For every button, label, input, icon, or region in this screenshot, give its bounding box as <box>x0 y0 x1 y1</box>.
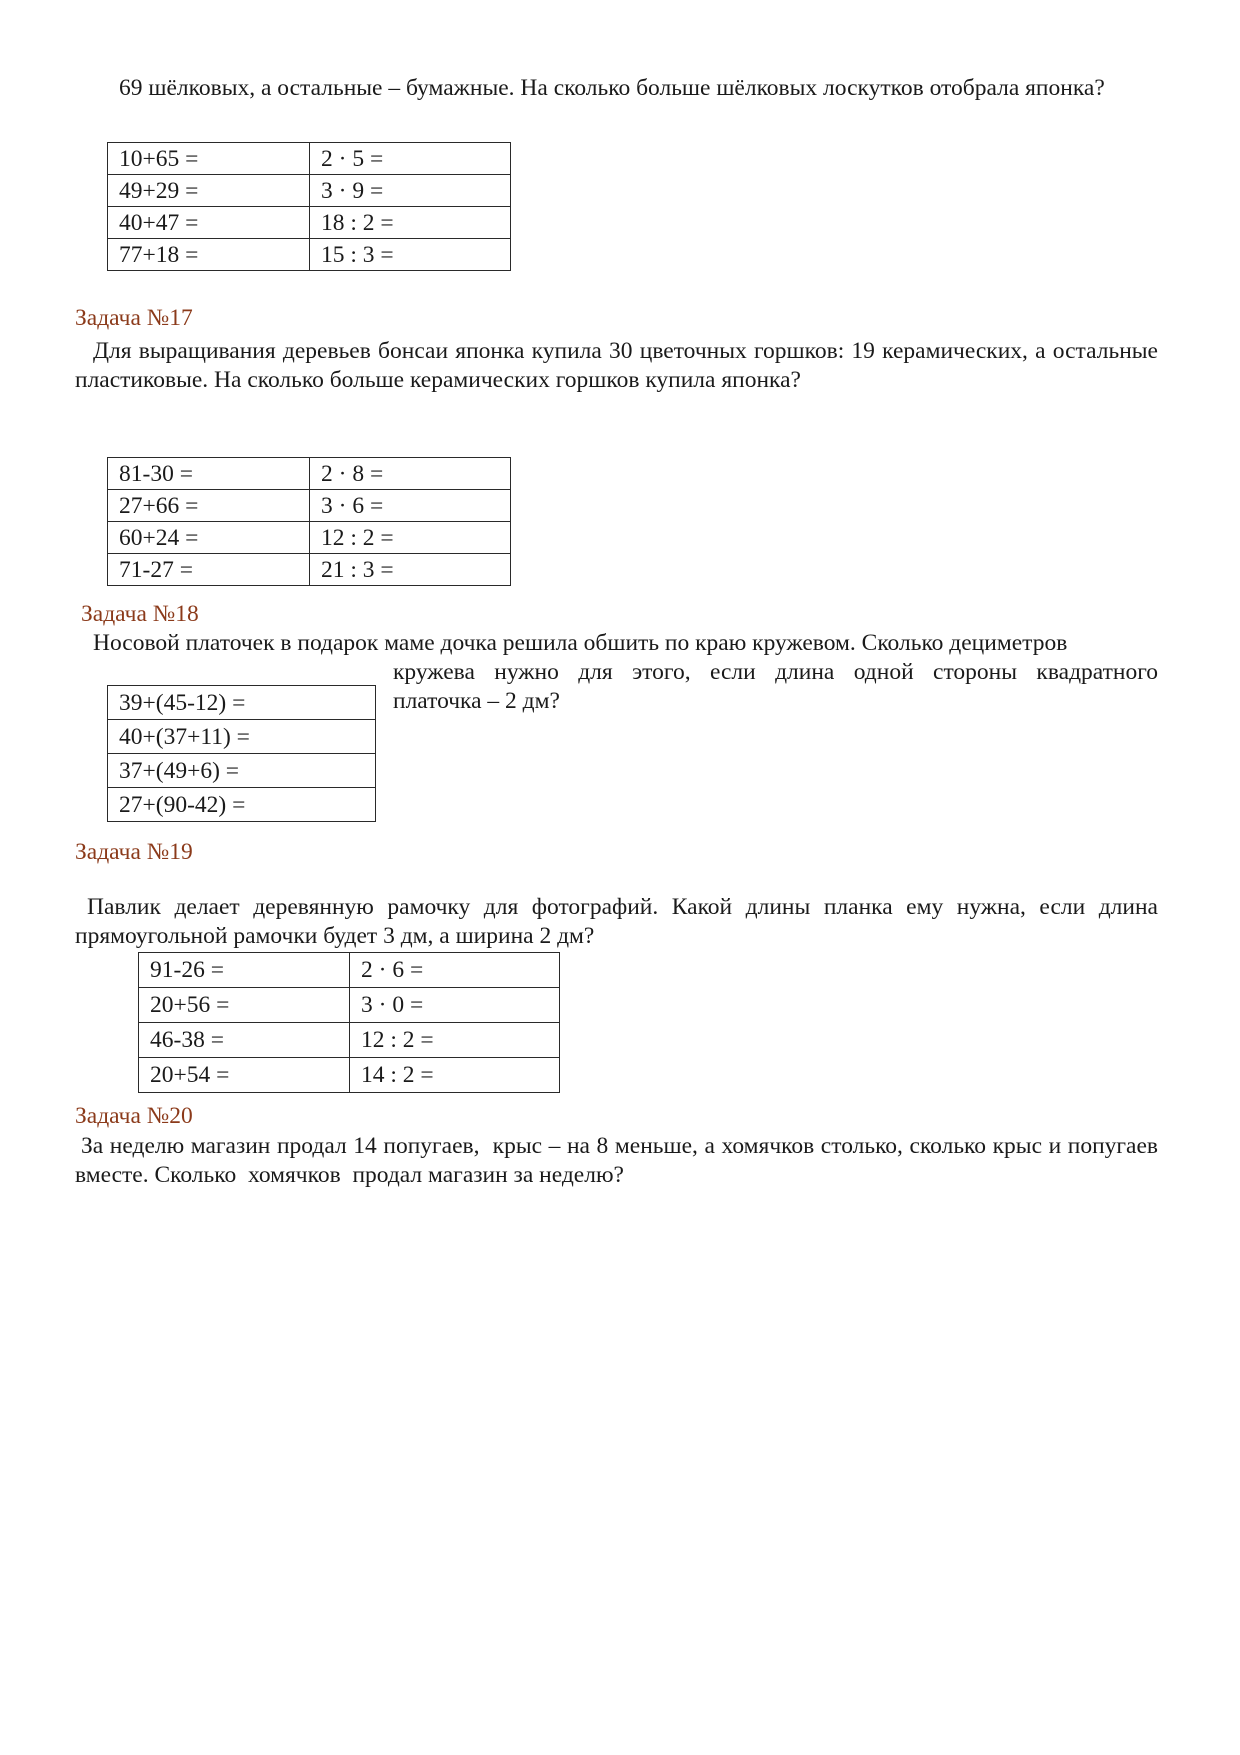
table-cell: 15 : 3 = <box>310 239 511 271</box>
table-cell: 3 · 0 = <box>350 988 560 1023</box>
table-cell: 27+(90-42) = <box>108 788 376 822</box>
table-cell: 20+56 = <box>139 988 350 1023</box>
table-cell: 77+18 = <box>108 239 310 271</box>
table-row <box>139 1023 560 1058</box>
table-cell: 37+(49+6) = <box>108 754 376 788</box>
table-row <box>139 988 560 1023</box>
table-cell: 12 : 2 = <box>350 1023 560 1058</box>
task-20-text: За неделю магазин продал 14 попугаев, крыс – на 8 меньше, а хомячков столько, сколько крыс и попугаев вместе. Сколько хомячков продал магазин за неделю? <box>75 1133 1164 1188</box>
table-cell: 2 · 8 = <box>310 458 511 490</box>
table-cell: 3 · 9 = <box>310 175 511 207</box>
table-cell: 2 · 6 = <box>350 953 560 988</box>
task-18-line-2: кружева нужно для этого, если длина одной стороны квадратного <box>393 659 1158 685</box>
table-cell: 49+29 = <box>108 175 310 207</box>
task-17-heading: Задача №17 <box>75 305 193 331</box>
table-cell: 27+66 = <box>108 490 310 522</box>
table-row <box>108 175 511 207</box>
table-row <box>108 686 376 720</box>
table-cell: 40+(37+11) = <box>108 720 376 754</box>
table-cell: 91-26 = <box>139 953 350 988</box>
task-17-text: Для выращивания деревьев бонсаи японка купила 30 цветочных горшков: 19 керамических, а остальные пластиковые. На сколько больше керамических горшков купила японка? <box>75 338 1158 393</box>
table-row <box>108 490 511 522</box>
table-row <box>139 1058 560 1093</box>
table-cell: 60+24 = <box>108 522 310 554</box>
task-18-line-1: Носовой платочек в подарок маме дочка решила обшить по краю кружевом. Сколько дециметров <box>93 630 1068 656</box>
table-cell: 18 : 2 = <box>310 207 511 239</box>
task-19-heading: Задача №19 <box>75 839 193 865</box>
table-cell: 12 : 2 = <box>310 522 511 554</box>
table-row <box>108 788 376 822</box>
table-cell: 20+54 = <box>139 1058 350 1093</box>
table-row <box>108 554 511 586</box>
table-cell: 46-38 = <box>139 1023 350 1058</box>
table-cell: 10+65 = <box>108 143 310 175</box>
table-row <box>108 458 511 490</box>
calc-table-4 <box>138 952 560 1093</box>
table-cell: 71-27 = <box>108 554 310 586</box>
table-cell: 21 : 3 = <box>310 554 511 586</box>
table-row <box>108 239 511 271</box>
table-row <box>108 143 511 175</box>
table-cell: 14 : 2 = <box>350 1058 560 1093</box>
task-19-text: Павлик делает деревянную рамочку для фотографий. Какой длины планка ему нужна, если длина прямоугольной рамочки будет 3 дм, а ширина 2 дм? <box>75 894 1158 949</box>
table-cell: 40+47 = <box>108 207 310 239</box>
intro-paragraph: 69 шёлковых, а остальные – бумажные. На сколько больше шёлковых лоскутков отобрала японка? <box>119 75 1105 101</box>
table-cell: 3 · 6 = <box>310 490 511 522</box>
table-row <box>139 953 560 988</box>
calc-table-2 <box>107 457 511 586</box>
table-cell: 2 · 5 = <box>310 143 511 175</box>
task-18-line-3: платочка – 2 дм? <box>393 688 560 714</box>
task-20-heading: Задача №20 <box>75 1103 193 1129</box>
calc-table-3 <box>107 685 376 822</box>
table-row <box>108 522 511 554</box>
table-cell: 39+(45-12) = <box>108 686 376 720</box>
table-row <box>108 207 511 239</box>
table-row <box>108 720 376 754</box>
calc-table-1 <box>107 142 511 271</box>
table-cell: 81-30 = <box>108 458 310 490</box>
table-row <box>108 754 376 788</box>
task-18-heading: Задача №18 <box>81 601 199 627</box>
